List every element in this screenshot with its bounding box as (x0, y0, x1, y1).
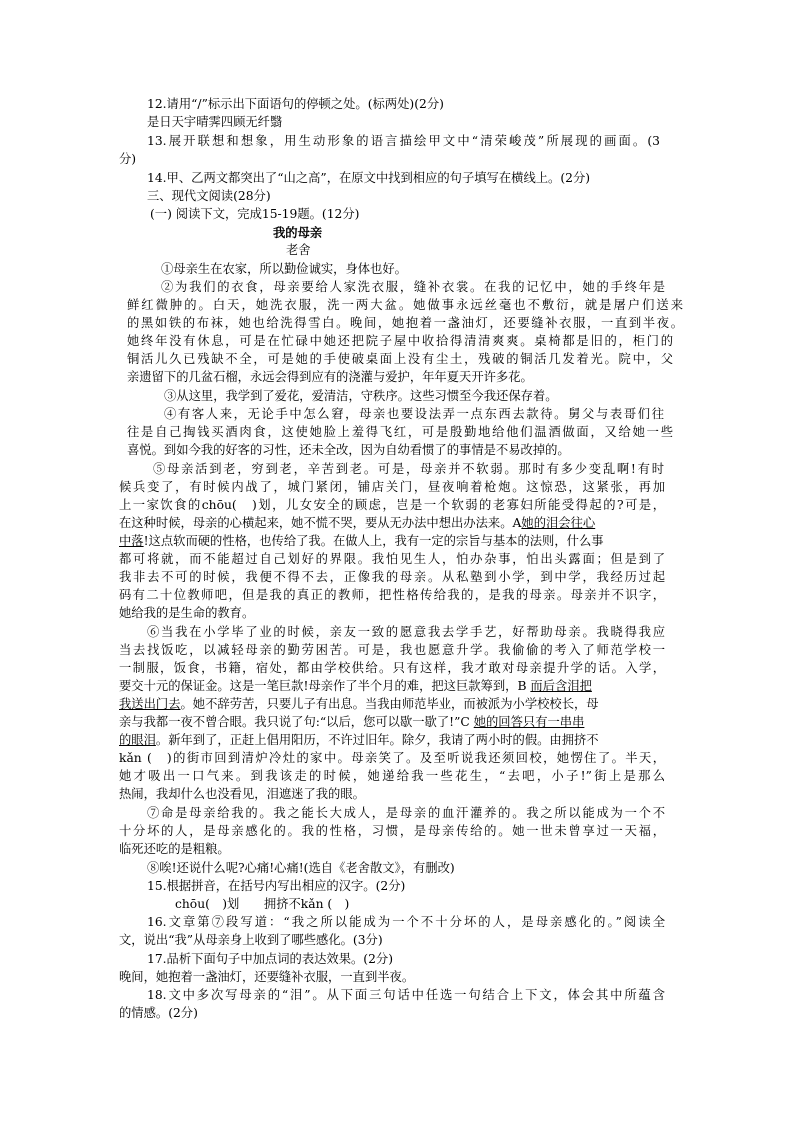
question-17-sentence: 晚间，她抱着一盏油灯，还要缝补衣服，一直到半夜。 (119, 970, 415, 984)
article-author: 老舍 (286, 243, 311, 257)
paragraph-5-line: 都可将就，而不能超过自己划好的界限。我怕见生人，怕办杂事，怕出头露面；但是到了 (119, 552, 665, 566)
sentence-b-underlined: 而后含泪把 (530, 679, 592, 693)
paragraph-6-line (119, 679, 592, 694)
paragraph-5-text: !这点软而硬的性格，也传给了我。在做人上，我有一定的宗旨与基本的法则，什么事 (143, 534, 604, 548)
paragraph-6-text: 要交十元的保证金。这是一笔巨款!母亲作了半个月的难，把这巨款筹到，B (119, 679, 531, 693)
paragraph-6-line (119, 715, 584, 730)
question-17: 17.品析下面句子中加点词的表达效果。(2分) (147, 952, 394, 966)
paragraph-2-line: 的黑如铁的布袜，她也给洗得雪白。晚间，她抱着一盏油灯，还要缝补衣服，一直到半夜。 (127, 316, 683, 330)
paragraph-5-line (119, 534, 604, 549)
paragraph-6-text: 亲与我都一夜不曾合眼。我只说了句:“以后，您可以歇一歇了!”C (119, 715, 474, 729)
paragraph-6-line (119, 733, 599, 748)
paragraph-6-line: 热闹，我却什么也没看见，泪遮迷了我的眼。 (119, 787, 365, 801)
paragraph-5-line: ⑤母亲活到老，穷到老，辛苦到老。可是，母亲并不软弱。那时有多少变乱啊!有时 (153, 462, 664, 476)
question-15: 15.根据拼音，在括号内写出相应的汉字。(2分) (147, 879, 406, 893)
paragraph-5-line: 候兵变了，有时候内战了，城门紧闭，铺店关门，昼夜响着枪炮。这惊恐，这紧张，再加 (119, 480, 665, 494)
question-12-sentence: 是日天宇晴霁四顾无纤翳 (147, 115, 283, 129)
paragraph-7-line: 十分坏的人，是母亲感化的。我的性格，习惯，是母亲传给的。她一世未曾享过一天福， (119, 824, 665, 838)
sentence-b-underlined: 我送出门去 (119, 697, 181, 711)
question-13-line2: 分) (119, 152, 137, 166)
question-13-line1: 13.展开联想和想象，用生动形象的语言描绘甲文中“清荣峻茂”所展现的画面。(3 (147, 134, 660, 148)
sentence-a-underlined: 她的泪会往心 (521, 516, 596, 530)
section-heading: 三、现代文阅读(28分) (147, 189, 271, 203)
paragraph-2-line: 铜活儿久已残缺不全，可是她的手使破桌面上没有尘土，残破的铜活几发着光。院中，父 (127, 352, 673, 366)
paragraph-5-line (119, 516, 595, 531)
paragraph-5-line: 上一家饮食的chōu( )划，儿女安全的顾虑，岂是一个软弱的老寡妇所能受得起的?可是， (119, 498, 665, 512)
section-subheading: (一) 阅读下文，完成15-19题。(12分) (150, 207, 360, 221)
sentence-c-underlined: 她的回答只有一串串 (473, 715, 585, 729)
paragraph-5-line: 码有二十位教师吧，但是我的真正的教师，把性格传给我的，是我的母亲。母亲并不识字， (119, 588, 665, 602)
paragraph-5-line: 我非去不可的时候，我便不得不去，正像我的母亲。从私塾到小学，到中学，我经历过起 (119, 570, 665, 584)
paragraph-6-line: ⑥当我在小学毕了业的时候，亲友一致的愿意我去学手艺，好帮助母亲。我晓得我应 (147, 625, 665, 639)
paragraph-6-line: 当去找饭吃，以减轻母亲的勤劳困苦。可是，我也愿意升学。我偷偷的考入了师范学校一 (119, 643, 665, 657)
article-title: 我的母亲 (273, 225, 323, 240)
paragraph-6-text: 。新年到了，正赶上倡用阳历，不许过旧年。除夕，我请了两小时的假。由拥挤不 (155, 733, 599, 747)
paragraph-8: ⑧唉!还说什么呢?心痛!心痛!(选自《老舍散文》，有删改) (147, 861, 455, 875)
sentence-c-underlined: 的眼泪 (119, 733, 156, 747)
question-15-items: chōu( )划 拥挤不kǎn ( ) (175, 897, 350, 911)
question-14: 14.甲、乙两文都突出了“山之高”，在原文中找到相应的句子填写在横线上。(2分) (147, 171, 591, 185)
paragraph-6-line: kǎn ( )的街市回到清炉冷灶的家中。母亲笑了。及至听说我还须回校，她愣住了。半天， (119, 751, 665, 765)
question-16-line1: 16.文章第⑦段写道：“我之所以能成为一个不十分坏的人，是母亲感化的。”阅读全 (147, 915, 665, 929)
paragraph-6-text: 。她不辞劳苦，只要儿子有出息。当我由师范毕业，而被派为小学校校长，母 (180, 697, 599, 711)
paragraph-2-line: 鲜红微肿的。白天，她洗衣服，洗一两大盆。她做事永远丝毫也不敷衍，就是屠户们送来 (127, 298, 683, 312)
question-16-line2: 文，说出“我”从母亲身上收到了哪些感化。(3分) (119, 933, 383, 947)
paragraph-2-line: ②为我们的衣食，母亲要给人家洗衣服，缝补衣裳。在我的记忆中，她的手终年是 (161, 280, 665, 294)
paragraph-5-text: 在这种时候，母亲的心横起来，她不慌不哭，要从无办法中想出办法来。A (119, 516, 522, 530)
paragraph-6-line (119, 697, 599, 712)
paragraph-6-line: 她才吸出一口气来。到我该走的时候，她递给我一些花生，“去吧，小子!”街上是那么 (119, 769, 665, 783)
paragraph-2-line: 亲遗留下的几盆石榴，永远会得到应有的浇灌与爱护，年年夏天开许多花。 (127, 370, 533, 384)
paragraph-2-line: 她终年没有休息，可是在忙碌中她还把院子屋中收拾得清清爽爽。桌椅都是旧的，柜门的 (127, 334, 673, 348)
paragraph-7-line: ⑦命是母亲给我的。我之能长大成人，是母亲的血汗灌养的。我之所以能成为一个不 (147, 806, 665, 820)
paragraph-4-line: 喜悦。到如今我的好客的习性，还未全改，因为自幼看惯了的事情是不易改掉的。 (127, 443, 570, 457)
paragraph-4-line: ④有客人来，无论手中怎么窘，母亲也要设法弄一点东西去款待。舅父与表哥们往 (164, 407, 664, 421)
question-18-line2: 的情感。(2分) (119, 1006, 198, 1020)
paragraph-4-line: 往是自己掏钱买酒肉食，这使她脸上羞得飞红，可是殷勤地给他们温酒做面，又给她一些 (127, 425, 673, 439)
question-12: 12.请用“/”标示出下面语句的停顿之处。(标两处)(2分) (147, 97, 444, 111)
question-18-line1: 18.文中多次写母亲的“泪”。从下面三句话中任选一句结合上下文，体会其中所蕴含 (147, 988, 665, 1002)
paragraph-3: ③从这里，我学到了爱花，爱清洁，守秩序。这些习惯至今我还保存着。 (164, 389, 558, 403)
paragraph-7-line: 临死还吃的是粗粮。 (119, 842, 230, 856)
paragraph-6-line: 一制服，饭食，书籍，宿处，都由学校供给。只有这样，我才敢对母亲提升学的话。入学， (119, 661, 665, 675)
paragraph-1: ①母亲生在农家，所以勤俭诚实，身体也好。 (161, 262, 407, 276)
sentence-a-underlined: 中落 (119, 534, 144, 548)
paragraph-5-line: 她给我的是生命的教育。 (119, 606, 255, 620)
